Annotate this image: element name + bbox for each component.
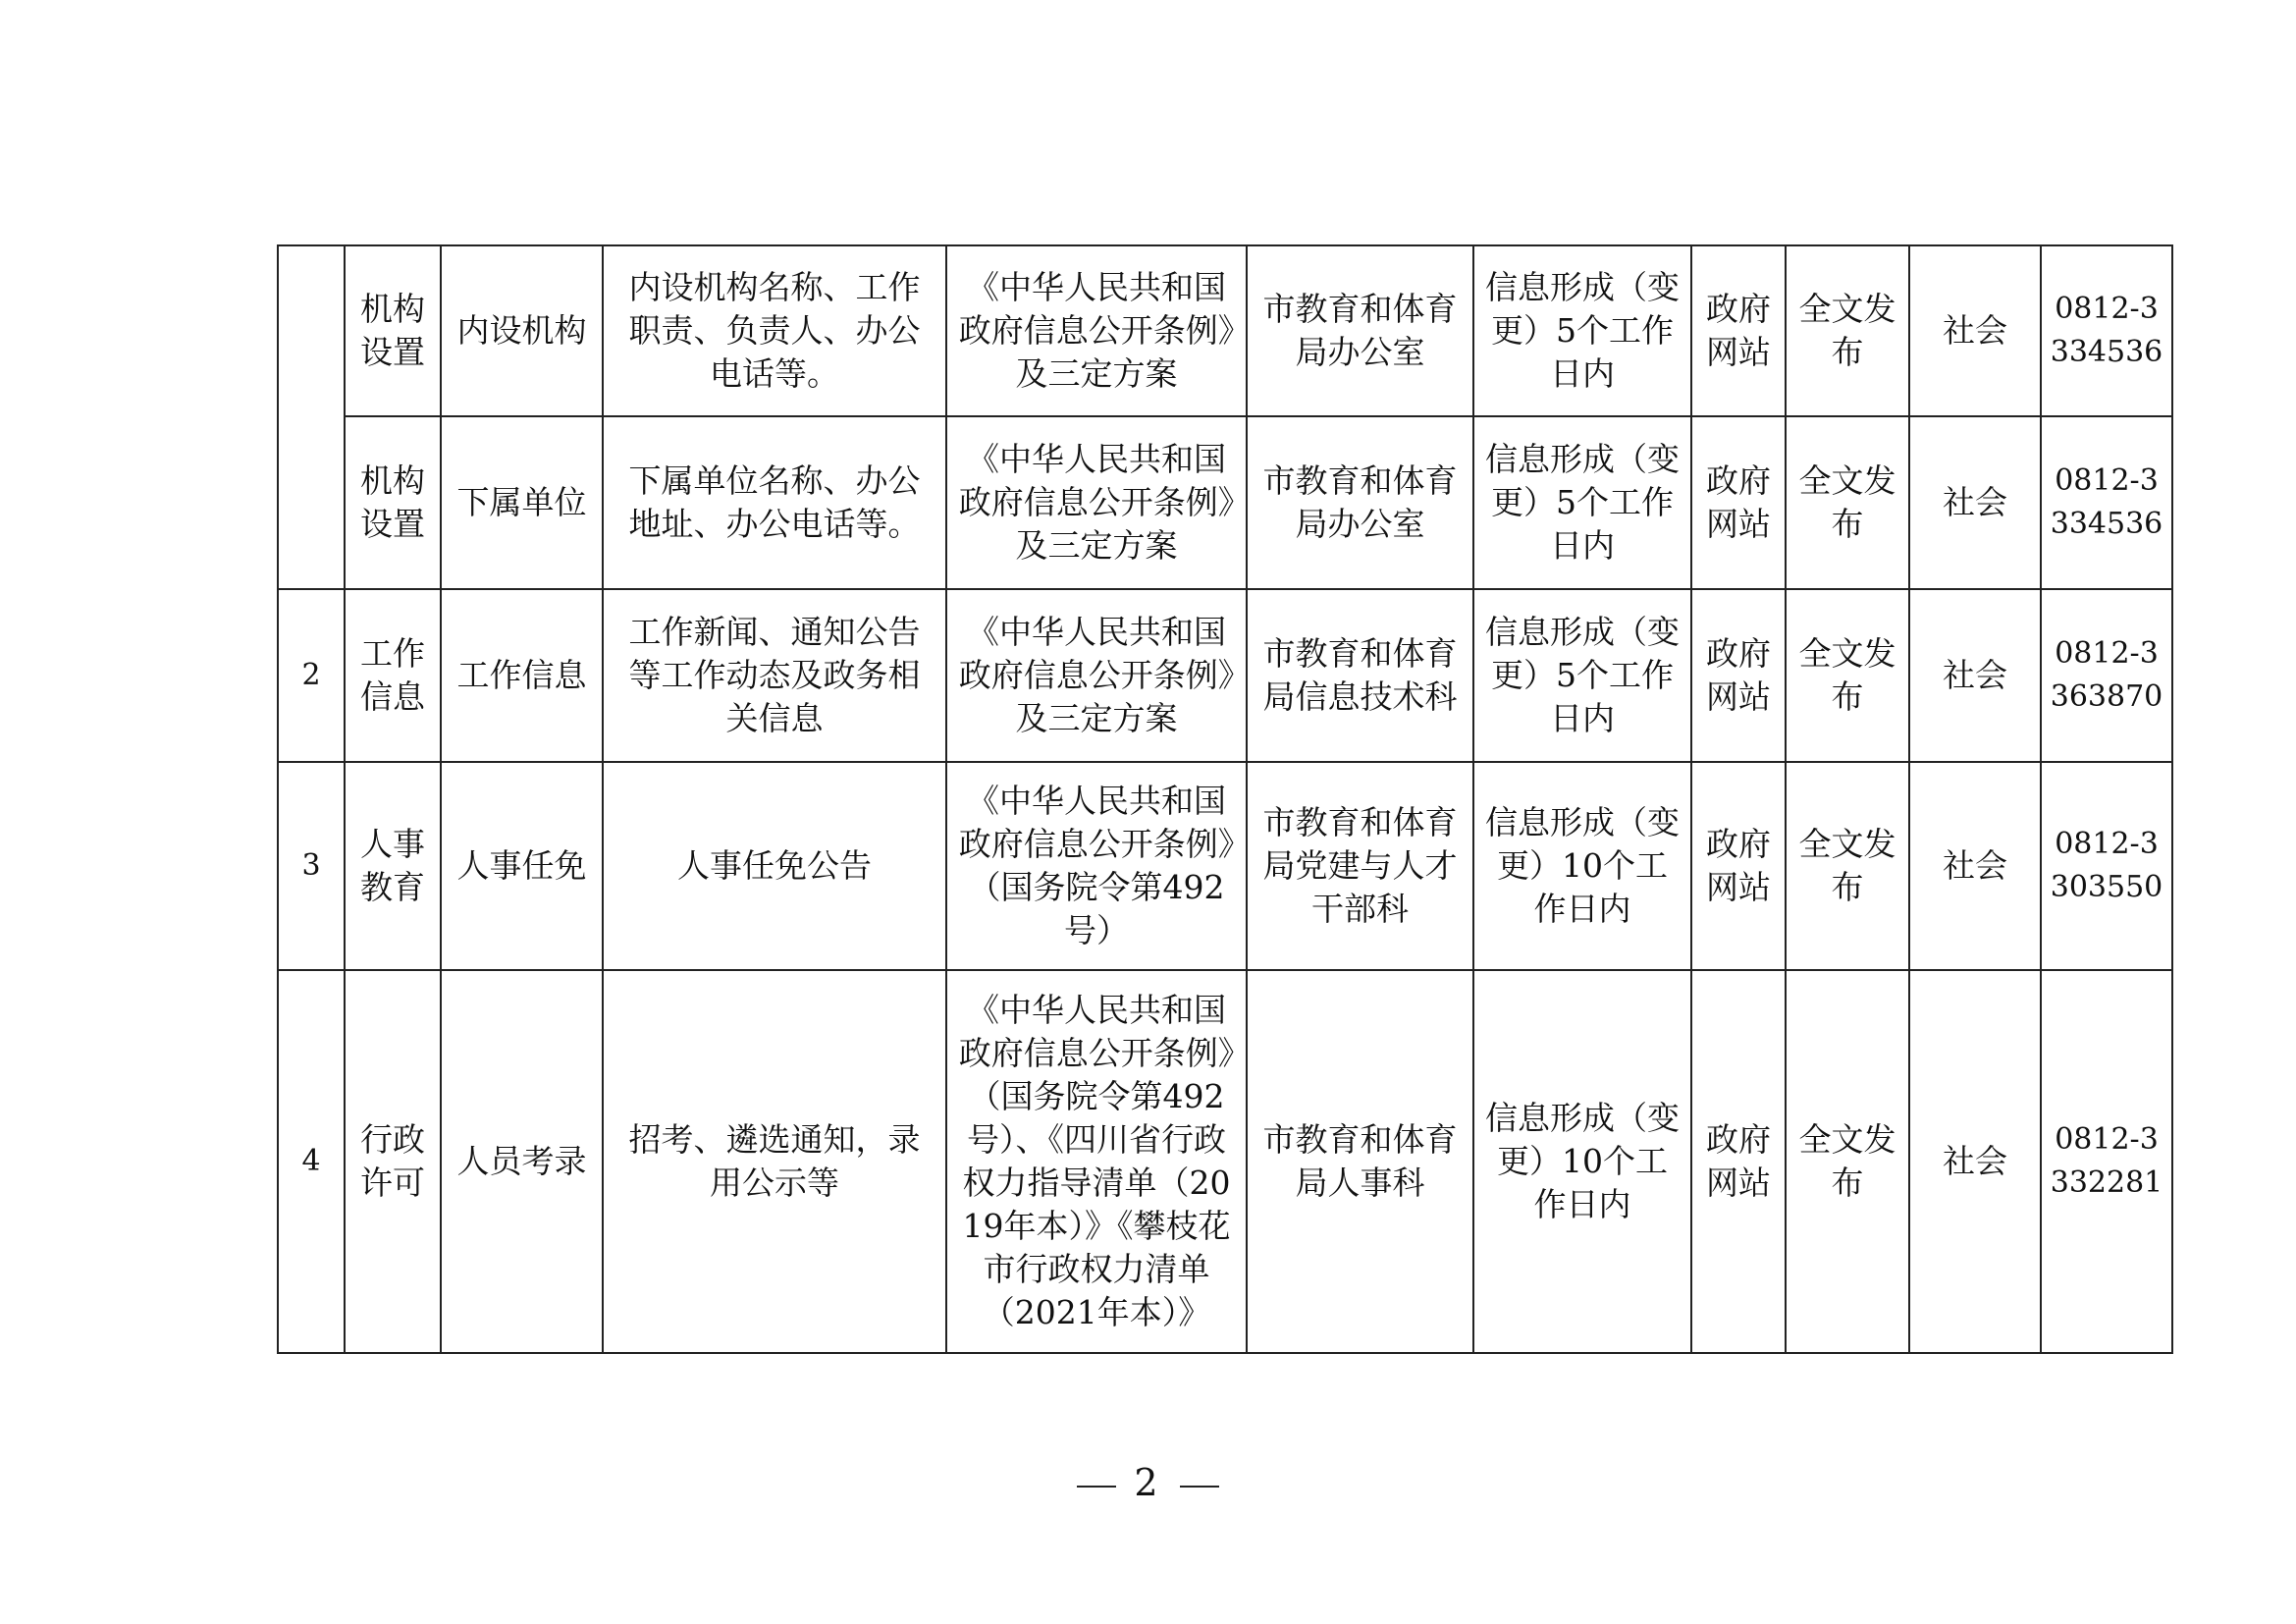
row-index: 3 bbox=[278, 762, 345, 970]
phone-cell: 0812-3332281 bbox=[2041, 970, 2172, 1353]
page-footer bbox=[0, 1461, 2296, 1504]
item-cell: 人员考录 bbox=[441, 970, 603, 1353]
page-number: 2 bbox=[1134, 1461, 1162, 1504]
basis-cell: 《中华人民共和国政府信息公开条例》及三定方案 bbox=[946, 589, 1247, 762]
row-index: 4 bbox=[278, 970, 345, 1353]
category-cell: 工作信息 bbox=[345, 589, 441, 762]
method-cell: 全文发布 bbox=[1786, 589, 1909, 762]
content-cell: 下属单位名称、办公地址、办公电话等。 bbox=[603, 416, 946, 589]
basis-cell: 《中华人民共和国政府信息公开条例》及三定方案 bbox=[946, 245, 1247, 416]
department-cell: 市教育和体育局办公室 bbox=[1247, 416, 1473, 589]
scope-cell: 社会 bbox=[1909, 762, 2041, 970]
item-cell: 人事任免 bbox=[441, 762, 603, 970]
content-cell: 工作新闻、通知公告等工作动态及政务相关信息 bbox=[603, 589, 946, 762]
category-cell: 行政许可 bbox=[345, 970, 441, 1353]
disclosure-table bbox=[277, 244, 2173, 1354]
method-cell: 全文发布 bbox=[1786, 245, 1909, 416]
item-cell: 下属单位 bbox=[441, 416, 603, 589]
item-cell: 工作信息 bbox=[441, 589, 603, 762]
phone-cell: 0812-3303550 bbox=[2041, 762, 2172, 970]
department-cell: 市教育和体育局办公室 bbox=[1247, 245, 1473, 416]
left-dash bbox=[1077, 1486, 1116, 1488]
category-cell: 机构设置 bbox=[345, 245, 441, 416]
scope-cell: 社会 bbox=[1909, 245, 2041, 416]
item-cell: 内设机构 bbox=[441, 245, 603, 416]
category-cell: 机构设置 bbox=[345, 416, 441, 589]
phone-cell: 0812-3334536 bbox=[2041, 416, 2172, 589]
scope-cell: 社会 bbox=[1909, 416, 2041, 589]
table-row bbox=[278, 245, 2172, 416]
method-cell: 全文发布 bbox=[1786, 416, 1909, 589]
time-limit-cell: 信息形成（变更）5个工作日内 bbox=[1473, 245, 1691, 416]
content-cell: 内设机构名称、工作职责、负责人、办公电话等。 bbox=[603, 245, 946, 416]
time-limit-cell: 信息形成（变更）10个工作日内 bbox=[1473, 762, 1691, 970]
table-row bbox=[278, 416, 2172, 589]
department-cell: 市教育和体育局信息技术科 bbox=[1247, 589, 1473, 762]
category-cell: 人事教育 bbox=[345, 762, 441, 970]
basis-cell: 《中华人民共和国政府信息公开条例》（国务院令第492号）、《四川省行政权力指导清单（2019年本）》《攀枝花市行政权力清单（2021年本）》 bbox=[946, 970, 1247, 1353]
channel-cell: 政府网站 bbox=[1691, 416, 1786, 589]
department-cell: 市教育和体育局人事科 bbox=[1247, 970, 1473, 1353]
channel-cell: 政府网站 bbox=[1691, 589, 1786, 762]
table-row bbox=[278, 762, 2172, 970]
channel-cell: 政府网站 bbox=[1691, 245, 1786, 416]
channel-cell: 政府网站 bbox=[1691, 970, 1786, 1353]
method-cell: 全文发布 bbox=[1786, 970, 1909, 1353]
basis-cell: 《中华人民共和国政府信息公开条例》（国务院令第492号） bbox=[946, 762, 1247, 970]
basis-cell: 《中华人民共和国政府信息公开条例》及三定方案 bbox=[946, 416, 1247, 589]
channel-cell: 政府网站 bbox=[1691, 762, 1786, 970]
department-cell: 市教育和体育局党建与人才干部科 bbox=[1247, 762, 1473, 970]
phone-cell: 0812-3363870 bbox=[2041, 589, 2172, 762]
right-dash bbox=[1180, 1486, 1219, 1488]
phone-cell: 0812-3334536 bbox=[2041, 245, 2172, 416]
time-limit-cell: 信息形成（变更）5个工作日内 bbox=[1473, 589, 1691, 762]
row-index bbox=[278, 245, 345, 589]
content-cell: 招考、遴选通知，录用公示等 bbox=[603, 970, 946, 1353]
time-limit-cell: 信息形成（变更）5个工作日内 bbox=[1473, 416, 1691, 589]
content-cell: 人事任免公告 bbox=[603, 762, 946, 970]
scope-cell: 社会 bbox=[1909, 970, 2041, 1353]
table-row bbox=[278, 589, 2172, 762]
scope-cell: 社会 bbox=[1909, 589, 2041, 762]
row-index: 2 bbox=[278, 589, 345, 762]
table-row bbox=[278, 970, 2172, 1353]
method-cell: 全文发布 bbox=[1786, 762, 1909, 970]
time-limit-cell: 信息形成（变更）10个工作日内 bbox=[1473, 970, 1691, 1353]
